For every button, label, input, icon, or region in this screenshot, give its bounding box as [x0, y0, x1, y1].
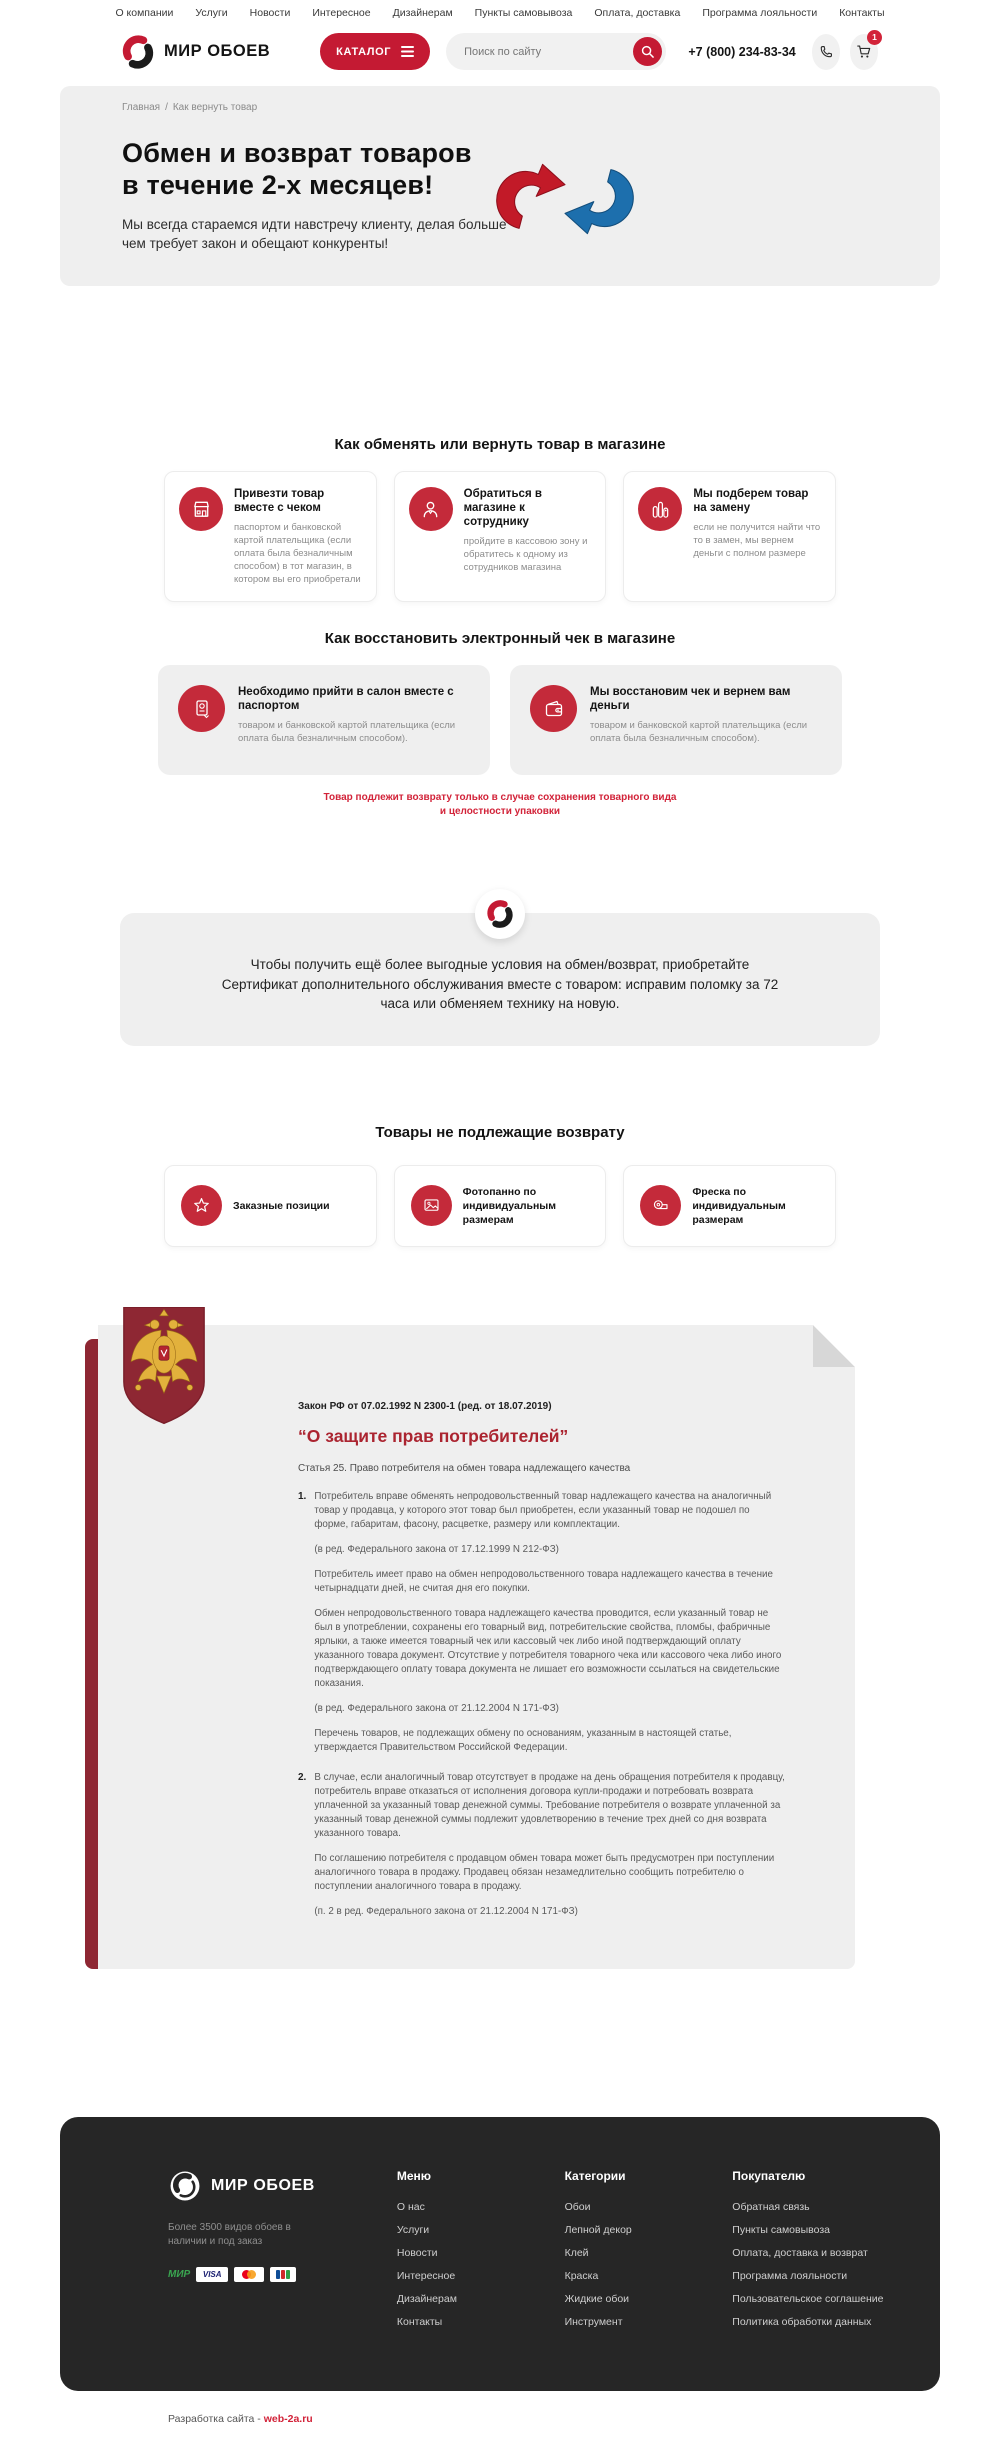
footer-categories-column [565, 2169, 733, 2335]
footer-logo-text: МИР ОБОЕВ [211, 2176, 315, 2194]
employee-icon [409, 487, 453, 531]
header-phone-number[interactable]: +7 (800) 234-83-34 [688, 44, 796, 59]
footer-buyer-column [732, 2169, 900, 2335]
mastercard-payment-icon [234, 2267, 264, 2282]
passport-icon [178, 685, 225, 732]
star-icon [181, 1185, 222, 1226]
footer-link-wallpaper[interactable]: Обои [564, 2200, 591, 2213]
photo-icon [411, 1185, 452, 1226]
exchange-arrows-illustration [485, 114, 645, 284]
catalog-button-label: КАТАЛОГ [336, 45, 392, 58]
law-article: Статья 25. Право потребителя на обмен товара надлежащего качества [298, 1462, 631, 1474]
search-bar [446, 33, 666, 70]
law-paragraph: (в ред. Федерального закона от 21.12.2004 N 171-ФЗ) [314, 1702, 559, 1714]
logo-icon [120, 34, 156, 70]
card-title: Привезти товар вместе с чеком [234, 488, 325, 514]
breadcrumb [122, 102, 880, 113]
hero-subtitle: Мы всегда стараемся идти навстречу клиенту, делая больше чем требует закон и обещают конкуренты! [122, 217, 507, 251]
footer-column-title: Покупателю [732, 2168, 806, 2183]
footer-link-pickup-points[interactable]: Пункты самовывоза [732, 2223, 830, 2236]
footer-brand-column [168, 2169, 397, 2335]
law-paragraph: (п. 2 в ред. Федерального закона от 21.12.2004 N 171-ФЗ) [314, 1905, 578, 1917]
topnav-link-interesting[interactable]: Интересное [312, 7, 371, 19]
footer-logo[interactable] [168, 2169, 397, 2203]
exchange-card-replacement [623, 471, 836, 602]
call-button[interactable] [812, 34, 840, 70]
receipt-card-passport [158, 665, 490, 775]
certificate-text: Чтобы получить ещё более выгодные условия на обмен/возврат, приобретайте Сертификат дополнительного обслуживания вместе с товаром: исправим поломку за 72 часа или обменяем технику на новую. [221, 957, 779, 1011]
receipt-card-refund [510, 665, 842, 775]
law-item-1 [298, 1490, 785, 1755]
law-item-2 [298, 1771, 785, 1919]
footer-link-paint[interactable]: Краска [564, 2269, 599, 2282]
footer-logo-icon [168, 2169, 202, 2203]
hero-banner [60, 86, 940, 286]
law-document [85, 1325, 855, 1969]
exchange-section-title: Как обменять или вернуть товар в магазине [334, 436, 666, 453]
fresco-icon [640, 1185, 681, 1226]
law-paragraph: Потребитель вправе обменять непродовольственный товар надлежащего качества на аналогичный товар у продавца, у которого этот товар был приобретен, если указанный товар не подошел по форме, габаритам, фасону, расцветке, размеру или комплектации. [314, 1490, 772, 1530]
footer-link-contacts[interactable]: Контакты [396, 2315, 443, 2328]
footer-link-about[interactable]: О нас [396, 2200, 425, 2213]
nonreturnable-card-photo-panel [394, 1165, 607, 1247]
top-nav [0, 0, 1000, 25]
hero-text-block [122, 137, 522, 253]
card-text: товаром и банковской картой плательщика (если оплата была безналичным способом). [238, 720, 456, 744]
phone-icon [818, 44, 834, 60]
developer-link[interactable]: web-2a.ru [263, 2412, 313, 2425]
wallet-icon [530, 685, 577, 732]
page-title: Обмен и возврат товаров в течение 2-х месяцев! [122, 138, 472, 200]
card-title: Заказные позиции [233, 1199, 330, 1212]
card-title: Необходимо прийти в салон вместе с паспортом [238, 686, 454, 712]
visa-payment-icon: VISA [196, 2267, 228, 2282]
law-paragraph: (в ред. Федерального закона от 17.12.1999 N 212-ФЗ) [314, 1543, 559, 1555]
footer-link-feedback[interactable]: Обратная связь [732, 2200, 810, 2213]
jcb-payment-icon [270, 2267, 296, 2282]
certificate-banner [120, 913, 880, 1046]
footer [60, 2117, 940, 2391]
topnav-link-designers[interactable]: Дизайнерам [392, 7, 453, 19]
logo-text: МИР ОБОЕВ [164, 42, 271, 60]
card-text: пройдите в кассовою зону и обратитесь к одному из сотрудников магазина [463, 536, 588, 573]
nonreturnable-card-fresco [623, 1165, 836, 1247]
law-item-number: 2. [298, 1771, 307, 1783]
card-text: если не получится найти что то в замен, мы вернем деньги с полном размере [693, 522, 821, 559]
receipt-section-title: Как восстановить электронный чек в магазине [324, 630, 676, 647]
exchange-card-contact-employee [394, 471, 607, 602]
footer-link-services[interactable]: Услуги [396, 2223, 430, 2236]
card-text: паспортом и банковской картой плательщика (если оплата была безналичным способом) в тот магазин, в котором вы его приобретали [234, 522, 361, 585]
topnav-link-contacts[interactable]: Контакты [839, 7, 885, 19]
nonreturnable-section-title: Товары не подлежащие возврату [375, 1123, 625, 1141]
mir-payment-icon: МИР [168, 2268, 191, 2280]
law-paragraph: Перечень товаров, не подлежащих обмену по основаниям, указанным в настоящей статье, утверждается Правительством Российской Федерации. [314, 1727, 732, 1753]
coat-of-arms-icon [121, 1307, 207, 1425]
footer-column-title: Категории [564, 2168, 626, 2183]
site-logo[interactable] [120, 34, 270, 70]
brand-mark-icon [475, 889, 525, 939]
footer-link-glue[interactable]: Клей [564, 2246, 589, 2259]
footer-link-data-policy[interactable]: Политика обработки данных [732, 2315, 872, 2328]
topnav-link-news[interactable]: Новости [249, 7, 291, 19]
footer-column-title: Меню [396, 2168, 432, 2183]
receipt-section [0, 630, 1000, 819]
topnav-link-payment-delivery[interactable]: Оплата, доставка [594, 7, 681, 19]
law-paragraph: По соглашению потребителя с продавцом обмен товара может быть предусмотрен при поступлении аналогичного товара в продажу. Продавец обязан незамедлительно сообщить потребителю о поступлении аналогичного товара в продажу. [314, 1852, 775, 1892]
header [0, 25, 1000, 82]
footer-link-payment-delivery-return[interactable]: Оплата, доставка и возврат [732, 2246, 868, 2259]
topnav-link-company[interactable]: О компании [115, 7, 174, 19]
payment-methods [168, 2267, 397, 2282]
catalog-button[interactable] [320, 33, 430, 70]
topnav-link-loyalty[interactable]: Программа лояльности [702, 7, 818, 19]
cart-button[interactable] [850, 34, 878, 70]
store-icon [179, 487, 223, 531]
site-credit: Разработка сайта - web-2a.ru [168, 2412, 313, 2425]
footer-link-loyalty[interactable]: Программа лояльности [732, 2269, 848, 2282]
exchange-section [0, 436, 1000, 602]
card-title: Фреска по индивидуальным размерам [692, 1185, 786, 1226]
replacement-icon [638, 487, 682, 531]
law-meta: Закон РФ от 07.02.1992 N 2300-1 (ред. от 18.07.2019) [298, 1400, 552, 1412]
footer-tagline: Более 3500 видов обоев в наличии и под заказ [168, 2221, 291, 2247]
law-paragraph: Обмен непродовольственного товара надлежащего качества проводится, если указанный товар не был в употреблении, сохранены его товарный вид, потребительские свойства, пломбы, фабричные ярлыки, а также имеется товарный чек или кассовый чек либо иной подтверждающий оплату указанного товара документ. Отсутствие у потребителя товарного чека или кассового чека либо иного подтверждающего оплату товара документа не лишает его возможности ссылаться на свидетельские показания. [314, 1607, 782, 1689]
card-title: Обратиться в магазине к сотруднику [463, 488, 542, 528]
cart-icon [855, 43, 872, 60]
footer-menu-column [397, 2169, 565, 2335]
breadcrumb-home[interactable]: Главная [122, 102, 161, 113]
topnav-link-services[interactable]: Услуги [195, 7, 228, 19]
cart-count-badge: 1 [867, 30, 882, 45]
law-document-sheet [98, 1325, 855, 1969]
page-fold-icon [813, 1325, 855, 1367]
card-title: Фотопанно по индивидуальным размерам [462, 1185, 557, 1226]
footer-link-news[interactable]: Новости [396, 2246, 438, 2259]
breadcrumb-current: Как вернуть товар [172, 102, 258, 113]
search-icon [641, 45, 654, 58]
footer-link-designers[interactable]: Дизайнерам [396, 2292, 457, 2305]
exchange-card-bring-goods [164, 471, 377, 602]
return-condition-notice: Товар подлежит возврату только в случае сохранения товарного вида и целостности упаковки [323, 792, 677, 817]
card-text: товаром и банковской картой плательщика (если оплата была безналичным способом). [590, 720, 808, 744]
nonreturnable-section [0, 1124, 1000, 1247]
law-document-spine [85, 1339, 98, 1969]
law-paragraph: Потребитель имеет право на обмен непродовольственного товара надлежащего качества в течение четырнадцати дней, не считая дня его покупки. [314, 1568, 773, 1594]
hamburger-icon [401, 46, 414, 57]
nonreturnable-card-custom-items [164, 1165, 377, 1247]
card-title: Мы подберем товар на замену [693, 488, 809, 514]
footer-link-tools[interactable]: Инструмент [564, 2315, 623, 2328]
topnav-link-pickup-points[interactable]: Пункты самовывоза [474, 7, 573, 19]
breadcrumb-separator: / [165, 102, 168, 113]
law-paragraph: В случае, если аналогичный товар отсутствует в продаже на день обращения потребителя к продавцу, потребитель вправе отказаться от исполнения договора купли-продажи и потребовать возврата уплаченной за указанный товар денежной суммы. Требование потребителя о возврате уплаченной за указанный товар денежной суммы подлежит удовлетворению в течение трех дней со дня возврата указанного товара. [314, 1771, 785, 1839]
law-item-number: 1. [298, 1490, 307, 1502]
footer-link-liquid-wallpaper[interactable]: Жидкие обои [564, 2292, 630, 2305]
footer-link-interesting[interactable]: Интересное [396, 2269, 456, 2282]
footer-link-user-agreement[interactable]: Пользовательское соглашение [732, 2292, 884, 2305]
footer-link-stucco[interactable]: Лепной декор [564, 2223, 632, 2236]
card-title: Мы восстановим чек и вернем вам деньги [590, 686, 791, 712]
law-title: “О защите прав потребителей” [298, 1425, 569, 1446]
